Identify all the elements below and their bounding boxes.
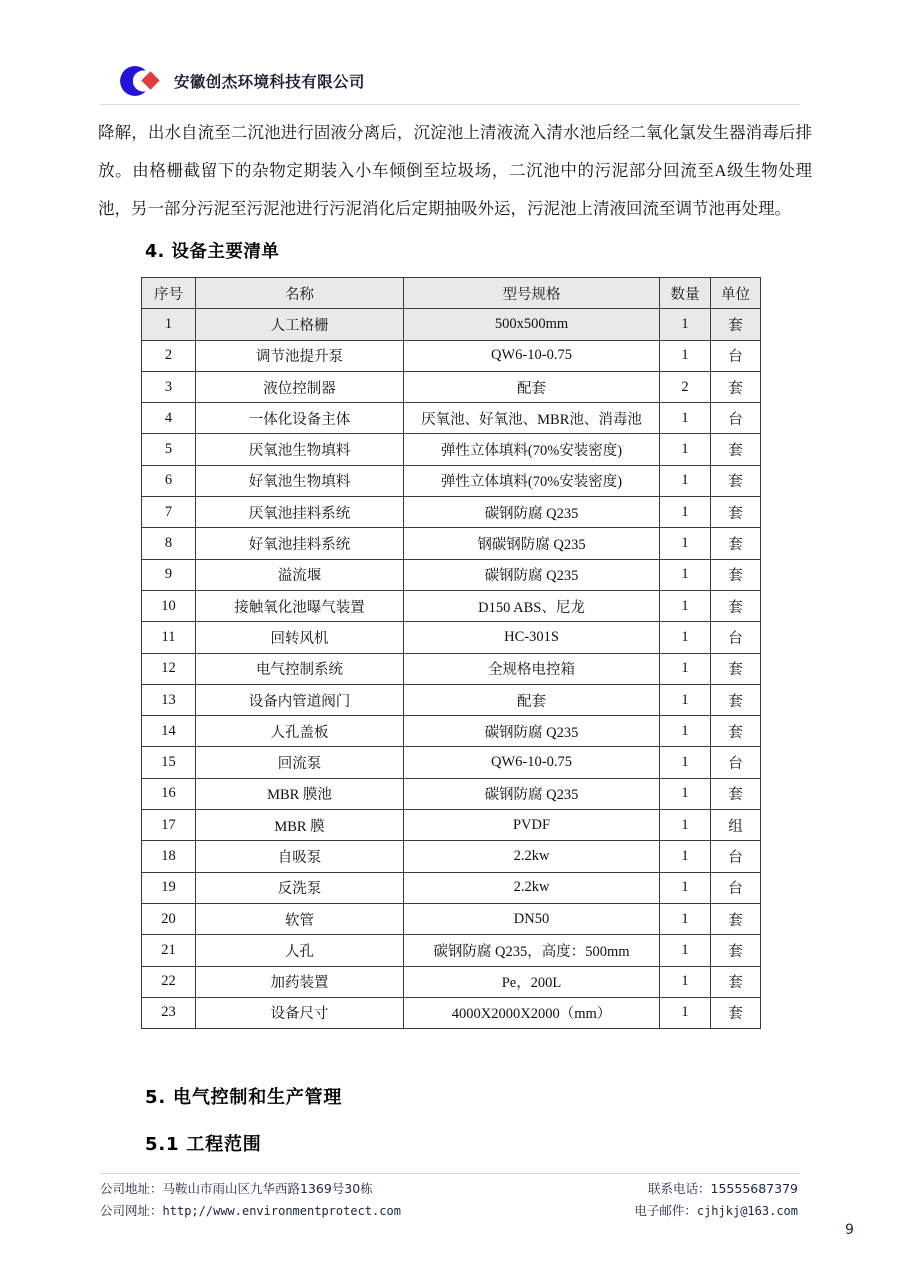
table-row	[142, 528, 761, 559]
company-website-label: 公司网址：	[100, 1203, 163, 1218]
footer-row-website	[100, 1200, 800, 1222]
table-cell-name: MBR 膜	[196, 810, 404, 841]
table-row	[142, 747, 761, 778]
page-number: 9	[845, 1222, 854, 1238]
table-cell-unit: 套	[711, 997, 761, 1028]
table-cell-no: 21	[142, 935, 196, 966]
table-cell-spec: 配套	[404, 684, 660, 715]
company-website	[100, 1200, 401, 1222]
table-cell-unit: 套	[711, 716, 761, 747]
table-cell-qty: 1	[660, 465, 711, 496]
table-cell-no: 12	[142, 653, 196, 684]
company-name: 安徽创杰环境科技有限公司	[174, 73, 365, 91]
table-cell-spec: 弹性立体填料(70%安装密度)	[404, 465, 660, 496]
table-cell-spec: 4000X2000X2000（mm）	[404, 997, 660, 1028]
table-row	[142, 966, 761, 997]
contact-email-value: cjhjkj@163.com	[696, 1204, 798, 1218]
table-cell-spec: 碳钢防腐 Q235	[404, 497, 660, 528]
table-cell-unit: 套	[711, 778, 761, 809]
table-cell-spec: 碳钢防腐 Q235	[404, 778, 660, 809]
table-row	[142, 810, 761, 841]
table-row	[142, 309, 761, 340]
table-cell-spec: QW6-10-0.75	[404, 340, 660, 371]
section-heading-4: 4. 设备主要清单	[145, 242, 280, 262]
table-cell-spec: 2.2kw	[404, 872, 660, 903]
table-cell-qty: 1	[660, 778, 711, 809]
section-heading-5-1: 5.1 工程范围	[145, 1134, 262, 1155]
table-cell-unit: 套	[711, 497, 761, 528]
table-cell-name: 电气控制系统	[196, 653, 404, 684]
table-cell-spec: 厌氧池、好氧池、MBR池、消毒池	[404, 403, 660, 434]
contact-email	[634, 1200, 800, 1222]
table-cell-unit: 套	[711, 434, 761, 465]
table-cell-no: 22	[142, 966, 196, 997]
column-header-qty: 数量	[660, 278, 711, 309]
table-cell-no: 5	[142, 434, 196, 465]
table-cell-no: 4	[142, 403, 196, 434]
table-cell-name: 反洗泵	[196, 872, 404, 903]
table-cell-qty: 1	[660, 622, 711, 653]
footer-divider	[100, 1173, 800, 1174]
table-cell-no: 6	[142, 465, 196, 496]
table-cell-spec: Pe，200L	[404, 966, 660, 997]
table-cell-qty: 1	[660, 841, 711, 872]
table-cell-no: 3	[142, 371, 196, 402]
table-cell-spec: 弹性立体填料(70%安装密度)	[404, 434, 660, 465]
table-cell-unit: 台	[711, 747, 761, 778]
table-cell-qty: 1	[660, 903, 711, 934]
table-cell-unit: 套	[711, 653, 761, 684]
table-cell-qty: 1	[660, 935, 711, 966]
table-cell-name: 厌氧池挂料系统	[196, 497, 404, 528]
footer-row-address	[100, 1178, 800, 1200]
table-cell-qty: 1	[660, 590, 711, 621]
table-cell-spec: 碳钢防腐 Q235	[404, 559, 660, 590]
column-header-name: 名称	[196, 278, 404, 309]
table-cell-name: 接触氧化池曝气装置	[196, 590, 404, 621]
table-cell-qty: 1	[660, 340, 711, 371]
table-cell-qty: 2	[660, 371, 711, 402]
company-address: 公司地址：马鞍山市雨山区九华西路1369号30栋	[100, 1181, 373, 1196]
document-footer	[100, 1178, 800, 1222]
table-row	[142, 403, 761, 434]
table-cell-spec: 钢碳钢防腐 Q235	[404, 528, 660, 559]
table-cell-name: 溢流堰	[196, 559, 404, 590]
table-cell-no: 16	[142, 778, 196, 809]
table-cell-name: 软管	[196, 903, 404, 934]
table-cell-no: 8	[142, 528, 196, 559]
table-cell-qty: 1	[660, 528, 711, 559]
table-cell-no: 7	[142, 497, 196, 528]
table-cell-no: 18	[142, 841, 196, 872]
table-cell-unit: 套	[711, 371, 761, 402]
table-row	[142, 778, 761, 809]
table-cell-spec: 2.2kw	[404, 841, 660, 872]
table-cell-name: 好氧池生物填料	[196, 465, 404, 496]
table-row	[142, 465, 761, 496]
table-cell-spec: 配套	[404, 371, 660, 402]
table-cell-name: 回流泵	[196, 747, 404, 778]
table-row	[142, 997, 761, 1028]
table-cell-no: 14	[142, 716, 196, 747]
table-cell-no: 11	[142, 622, 196, 653]
table-cell-no: 20	[142, 903, 196, 934]
table-cell-spec: 500x500mm	[404, 309, 660, 340]
table-cell-unit: 套	[711, 528, 761, 559]
table-row	[142, 434, 761, 465]
table-cell-qty: 1	[660, 653, 711, 684]
contact-phone: 联系电话：15555687379	[648, 1181, 798, 1196]
table-cell-unit: 套	[711, 590, 761, 621]
column-header-unit: 单位	[711, 278, 761, 309]
table-cell-unit: 套	[711, 903, 761, 934]
table-cell-name: 人孔盖板	[196, 716, 404, 747]
column-header-no: 序号	[142, 278, 196, 309]
table-cell-name: 设备内管道阀门	[196, 684, 404, 715]
table-row	[142, 340, 761, 371]
table-cell-name: 人工格栅	[196, 309, 404, 340]
table-cell-qty: 1	[660, 810, 711, 841]
table-cell-no: 13	[142, 684, 196, 715]
table-row	[142, 935, 761, 966]
table-cell-unit: 套	[711, 465, 761, 496]
table-cell-qty: 1	[660, 403, 711, 434]
table-cell-no: 15	[142, 747, 196, 778]
company-logo-icon	[120, 64, 164, 98]
table-cell-name: MBR 膜池	[196, 778, 404, 809]
table-cell-unit: 台	[711, 872, 761, 903]
column-header-spec: 型号规格	[404, 278, 660, 309]
table-cell-unit: 台	[711, 340, 761, 371]
table-cell-unit: 套	[711, 559, 761, 590]
table-cell-qty: 1	[660, 497, 711, 528]
table-cell-spec: D150 ABS、尼龙	[404, 590, 660, 621]
table-row	[142, 559, 761, 590]
table-cell-qty: 1	[660, 716, 711, 747]
table-row	[142, 841, 761, 872]
table-cell-spec: 碳钢防腐 Q235，高度：500mm	[404, 935, 660, 966]
table-cell-spec: HC-301S	[404, 622, 660, 653]
table-cell-name: 自吸泵	[196, 841, 404, 872]
table-cell-unit: 台	[711, 622, 761, 653]
table-cell-name: 人孔	[196, 935, 404, 966]
table-cell-spec: QW6-10-0.75	[404, 747, 660, 778]
table-cell-name: 加药装置	[196, 966, 404, 997]
table-cell-no: 9	[142, 559, 196, 590]
table-cell-name: 厌氧池生物填料	[196, 434, 404, 465]
table-header-row	[142, 278, 761, 309]
table-cell-unit: 台	[711, 403, 761, 434]
table-cell-no: 1	[142, 309, 196, 340]
table-row	[142, 903, 761, 934]
contact-email-label: 电子邮件：	[634, 1203, 697, 1218]
table-row	[142, 371, 761, 402]
table-cell-qty: 1	[660, 997, 711, 1028]
table-row	[142, 716, 761, 747]
table-cell-name: 液位控制器	[196, 371, 404, 402]
table-cell-qty: 1	[660, 872, 711, 903]
table-row	[142, 684, 761, 715]
table-cell-qty: 1	[660, 309, 711, 340]
table-cell-qty: 1	[660, 966, 711, 997]
table-cell-no: 10	[142, 590, 196, 621]
table-cell-spec: 全规格电控箱	[404, 653, 660, 684]
equipment-list-table	[141, 277, 761, 1029]
section-heading-5: 5. 电气控制和生产管理	[145, 1087, 343, 1108]
table-cell-unit: 套	[711, 935, 761, 966]
table-cell-name: 好氧池挂料系统	[196, 528, 404, 559]
table-row	[142, 590, 761, 621]
table-cell-unit: 组	[711, 810, 761, 841]
table-body	[142, 309, 761, 1029]
table-cell-unit: 套	[711, 309, 761, 340]
table-cell-name: 一体化设备主体	[196, 403, 404, 434]
table-cell-spec: 碳钢防腐 Q235	[404, 716, 660, 747]
table-row	[142, 497, 761, 528]
table-cell-no: 2	[142, 340, 196, 371]
table-cell-no: 23	[142, 997, 196, 1028]
table-cell-unit: 套	[711, 684, 761, 715]
table-cell-name: 回转风机	[196, 622, 404, 653]
table-cell-spec: PVDF	[404, 810, 660, 841]
table-cell-unit: 台	[711, 841, 761, 872]
table-cell-unit: 套	[711, 966, 761, 997]
table-cell-name: 设备尺寸	[196, 997, 404, 1028]
table-cell-qty: 1	[660, 747, 711, 778]
table-cell-qty: 1	[660, 559, 711, 590]
table-row	[142, 622, 761, 653]
table-cell-spec: DN50	[404, 903, 660, 934]
company-website-value: http;//www.environmentprotect.com	[162, 1204, 401, 1218]
document-header	[0, 58, 900, 104]
table-row	[142, 653, 761, 684]
table-cell-name: 调节池提升泵	[196, 340, 404, 371]
table-cell-no: 19	[142, 872, 196, 903]
body-paragraph: 降解，出水自流至二沉池进行固液分离后，沉淀池上清液流入清水池后经二氧化氯发生器消毒后排放。由格栅截留下的杂物定期装入小车倾倒至垃圾场，二沉池中的污泥部分回流至A级生物处理池，另一部分污泥至污泥池进行污泥消化后定期抽吸外运，污泥池上清液回流至调节池再处理。	[98, 123, 812, 218]
table-cell-qty: 1	[660, 684, 711, 715]
table-row	[142, 872, 761, 903]
table-cell-qty: 1	[660, 434, 711, 465]
table-cell-no: 17	[142, 810, 196, 841]
header-divider	[100, 104, 800, 105]
